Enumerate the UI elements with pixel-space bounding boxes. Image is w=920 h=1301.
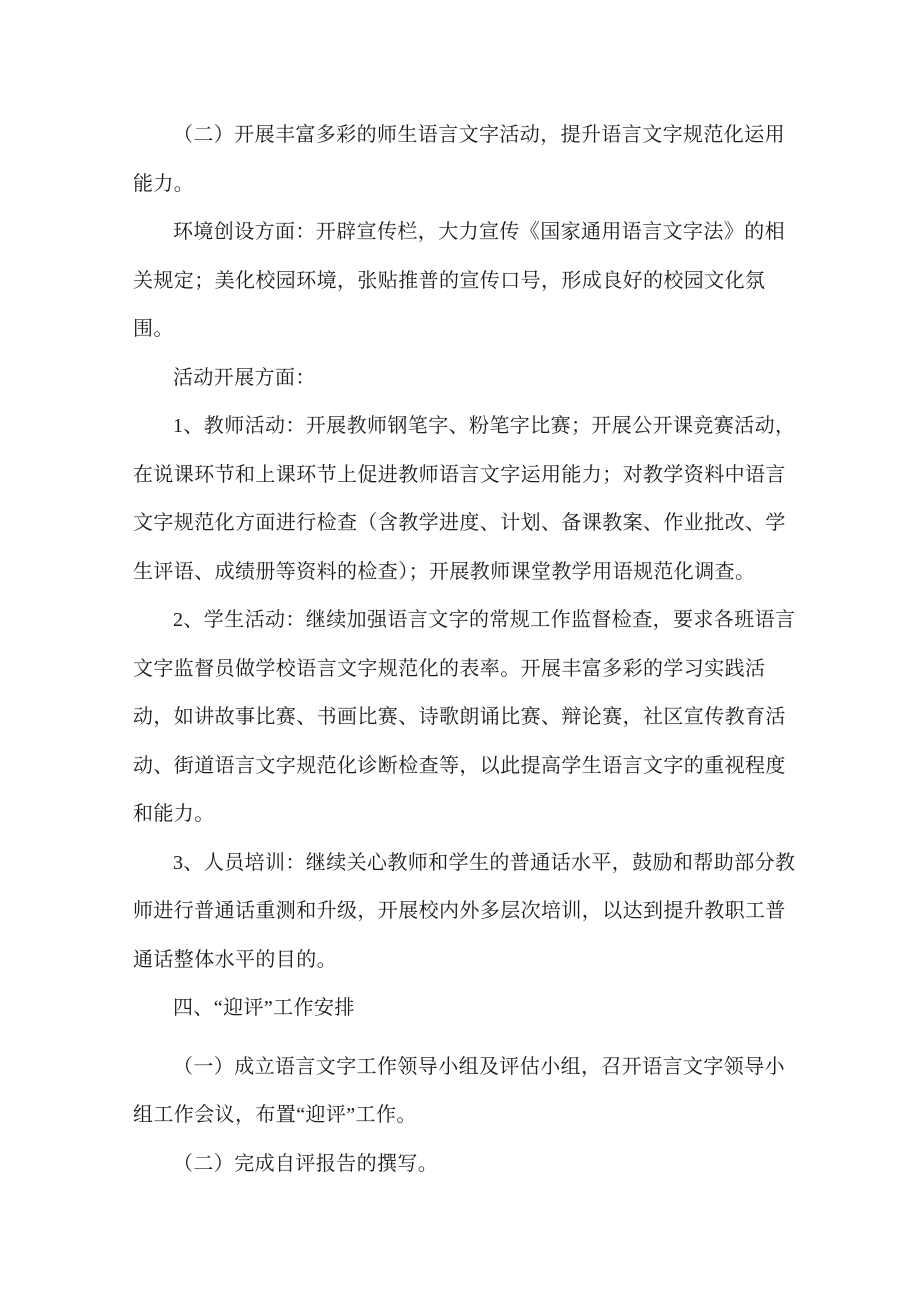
paragraph bbox=[133, 984, 793, 1033]
text-line: 在说课环节和上课环节上促进教师语言文字运用能力；对教学资料中语言 bbox=[133, 463, 786, 486]
text-line: 动，如讲故事比赛、书画比赛、诗歌朗诵比赛、辩论赛，社区宣传教育活 bbox=[133, 706, 786, 728]
paragraph bbox=[133, 839, 796, 985]
text-line: 关规定；美化校园环境，张贴推普的宣传口号，形成良好的校园文化氛 bbox=[133, 269, 766, 292]
text-line: 动、街道语言文字规范化诊断检查等，以此提高学生语言文字的重视程度 bbox=[133, 754, 786, 777]
text-line: 能力。 bbox=[133, 172, 195, 195]
paragraph bbox=[133, 111, 793, 208]
text-line: 师进行普通话重测和升级，开展校内外多层次培训，以达到提升教职工普 bbox=[133, 900, 786, 922]
text-line: 文字规范化方面进行检查（含教学进度、计划、备课教案、作业批改、学 bbox=[133, 512, 786, 534]
paragraph bbox=[133, 354, 793, 403]
text-line: （二）开展丰富多彩的师生语言文字活动，提升语言文字规范化运用 bbox=[173, 124, 785, 146]
paragraph bbox=[133, 208, 793, 354]
text-line: 3、人员培训：继续关心教师和学生的普通话水平，鼓励和帮助部分教 bbox=[173, 851, 796, 874]
text-line: 和能力。 bbox=[133, 803, 215, 825]
text-line: （一）成立语言文字工作领导小组及评估小组，召开语言文字领导小 bbox=[173, 1055, 785, 1078]
paragraph bbox=[133, 1043, 793, 1140]
text-line: （二）完成自评报告的撰写。 bbox=[173, 1152, 439, 1175]
paragraph bbox=[133, 596, 796, 839]
text-line: 生评语、成绩册等资料的检查）；开展教师课堂教学用语规范化调查。 bbox=[133, 560, 756, 583]
text-line: 通话整体水平的目的。 bbox=[133, 948, 337, 971]
text-line: 1、教师活动：开展教师钢笔字、粉笔字比赛；开展公开课竞赛活动， bbox=[173, 415, 796, 437]
paragraph bbox=[133, 402, 796, 596]
text-line: 组工作会议，布置“迎评”工作。 bbox=[133, 1104, 417, 1126]
text-line: 环境创设方面：开辟宣传栏，大力宣传《国家通用语言文字法》的相 bbox=[173, 221, 785, 243]
text-line: 围。 bbox=[133, 318, 174, 340]
text-line: 四、“迎评”工作安排 bbox=[173, 997, 355, 1019]
text-line: 活动开展方面： bbox=[173, 366, 316, 389]
text-line: 文字监督员做学校语言文字规范化的表率。开展丰富多彩的学习实践活 bbox=[133, 657, 766, 680]
text-line: 2、学生活动：继续加强语言文字的常规工作监督检查，要求各班语言 bbox=[173, 609, 796, 631]
document-body bbox=[133, 111, 796, 1188]
paragraph bbox=[133, 1140, 793, 1189]
